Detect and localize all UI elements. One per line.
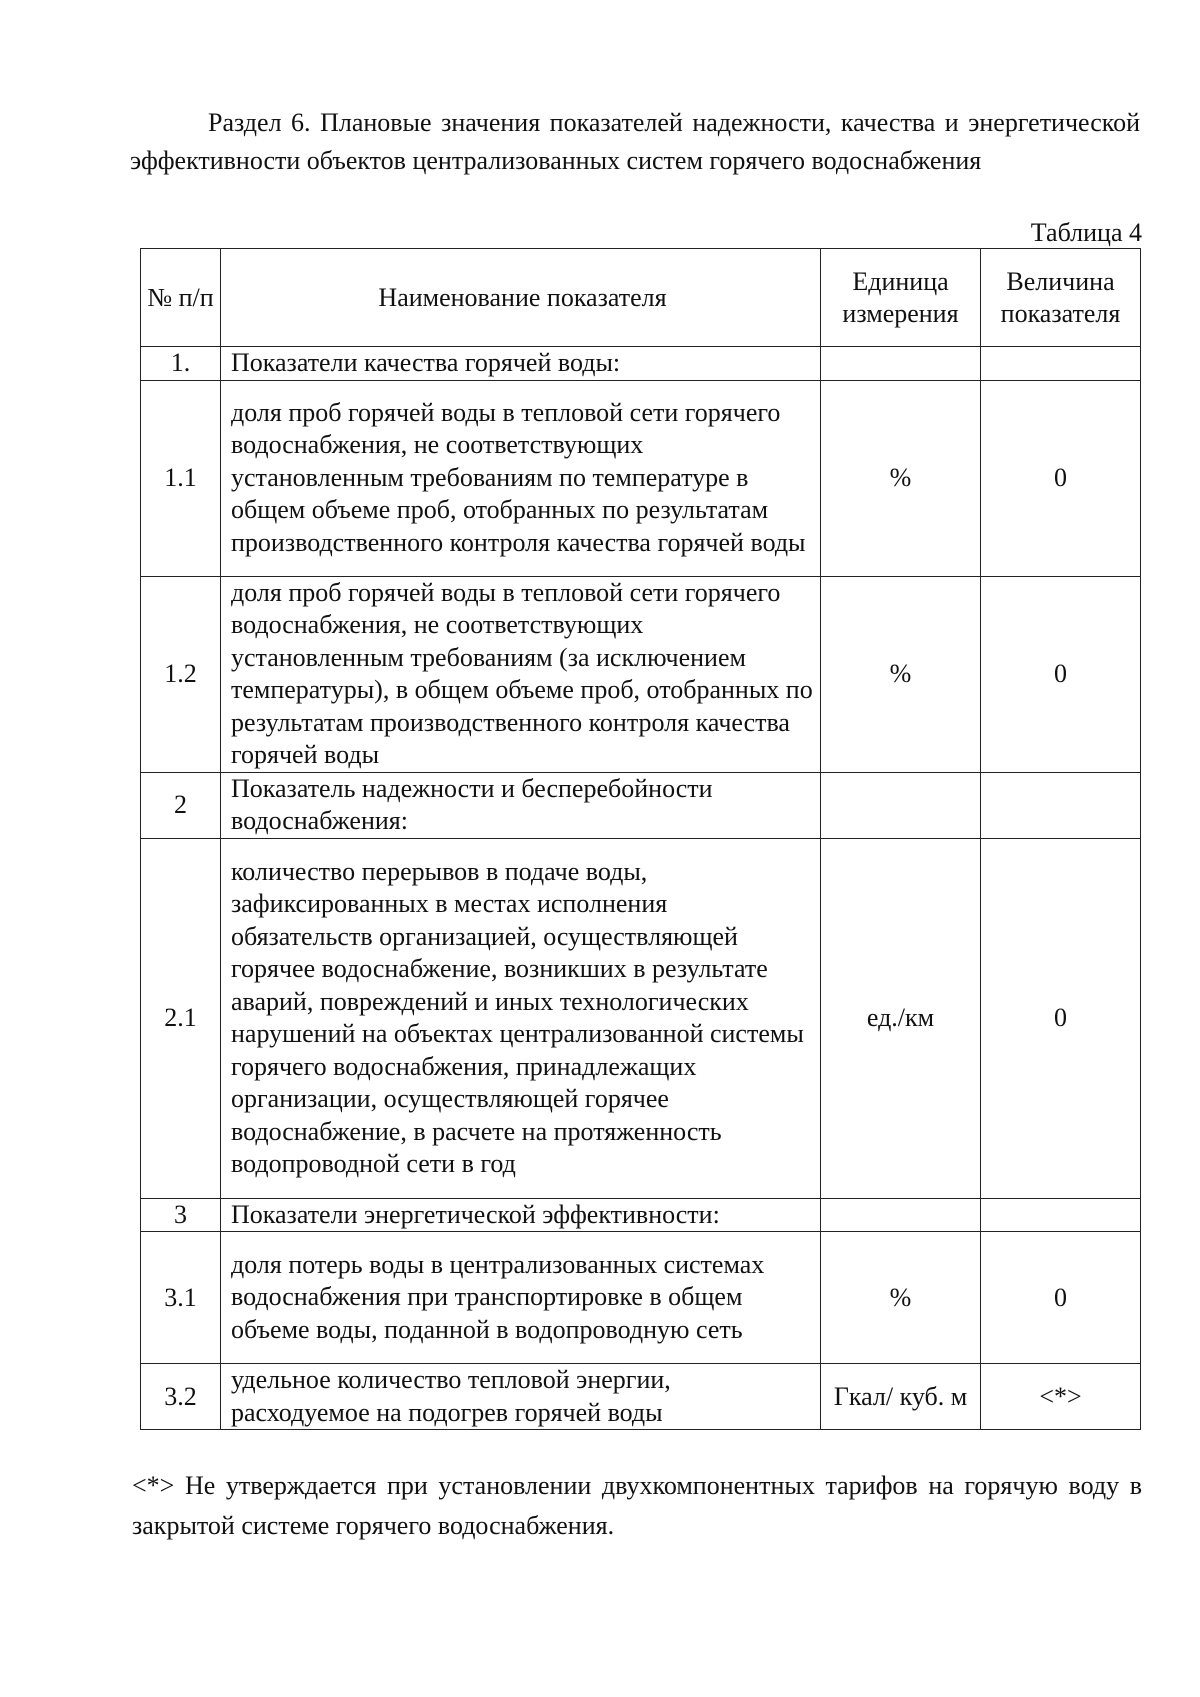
table-row xyxy=(141,1364,1141,1430)
row-name: Показатели качества горячей воды: xyxy=(221,347,821,381)
row-unit: ед./км xyxy=(821,838,981,1198)
row-unit: % xyxy=(821,380,981,576)
row-value: 0 xyxy=(981,380,1141,576)
table-row xyxy=(141,1198,1141,1232)
row-value xyxy=(981,1198,1141,1232)
table-row xyxy=(141,380,1141,576)
row-num: 2.1 xyxy=(141,838,221,1198)
table-caption: Таблица 4 xyxy=(1030,218,1142,247)
row-unit: Гкал/ куб. м xyxy=(821,1364,981,1430)
row-value: 0 xyxy=(981,1232,1141,1364)
row-unit: % xyxy=(821,1232,981,1364)
row-unit xyxy=(821,772,981,838)
row-name: Показатели энергетической эффективности: xyxy=(221,1198,821,1232)
header-name: Наименование показателя xyxy=(221,249,821,347)
indicators-table xyxy=(140,248,1141,1430)
header-value: Величина показателя xyxy=(981,249,1141,347)
row-unit xyxy=(821,1198,981,1232)
row-value: 0 xyxy=(981,576,1141,772)
row-num: 1.2 xyxy=(141,576,221,772)
row-value xyxy=(981,347,1141,381)
row-name: количество перерывов в подаче воды, зафиксированных в местах исполнения обязательств организацией, осуществляющей горячее водоснабжение, возникших в результате аварий, повреждений и иных технологических нарушений на объектах централизованной системы горячего водоснабжения, принадлежащих организации, осуществляющей горячее водоснабжение, в расчете на протяженность водопроводной сети в год xyxy=(221,838,821,1198)
table-row xyxy=(141,1232,1141,1364)
table-row xyxy=(141,838,1141,1198)
table-row xyxy=(141,772,1141,838)
row-num: 1. xyxy=(141,347,221,381)
header-num: № п/п xyxy=(141,249,221,347)
row-unit: % xyxy=(821,576,981,772)
row-name: доля потерь воды в централизованных системах водоснабжения при транспортировке в общем объеме воды, поданной в водопроводную сеть xyxy=(221,1232,821,1364)
table-header-row xyxy=(141,249,1141,347)
row-num: 3 xyxy=(141,1198,221,1232)
table-row xyxy=(141,576,1141,772)
table-row xyxy=(141,347,1141,381)
row-value: <*> xyxy=(981,1364,1141,1430)
footnote: <*> Не утверждается при установлении двухкомпонентных тарифов на горячую воду в закрытой системе горячего водоснабжения. xyxy=(132,1471,1142,1540)
row-name: Показатель надежности и бесперебойности водоснабжения: xyxy=(221,772,821,838)
row-name: удельное количество тепловой энергии, расходуемое на подогрев горячей воды xyxy=(221,1364,821,1430)
row-name: доля проб горячей воды в тепловой сети горячего водоснабжения, не соответствующих установленным требованиям по температуре в общем объеме проб, отобранных по результатам производственного контроля качества горячей воды xyxy=(221,380,821,576)
section-heading: Раздел 6. Плановые значения показателей надежности, качества и энергетической эффективности объектов централизованных систем горячего водоснабжения xyxy=(130,108,1140,175)
header-unit: Единица измерения xyxy=(821,249,981,347)
row-num: 3.1 xyxy=(141,1232,221,1364)
row-num: 2 xyxy=(141,772,221,838)
row-value: 0 xyxy=(981,838,1141,1198)
row-value xyxy=(981,772,1141,838)
row-num: 1.1 xyxy=(141,380,221,576)
row-num: 3.2 xyxy=(141,1364,221,1430)
row-unit xyxy=(821,347,981,381)
row-name: доля проб горячей воды в тепловой сети горячего водоснабжения, не соответствующих установленным требованиям (за исключением температуры), в общем объеме проб, отобранных по результатам производственного контроля качества горячей воды xyxy=(221,576,821,772)
